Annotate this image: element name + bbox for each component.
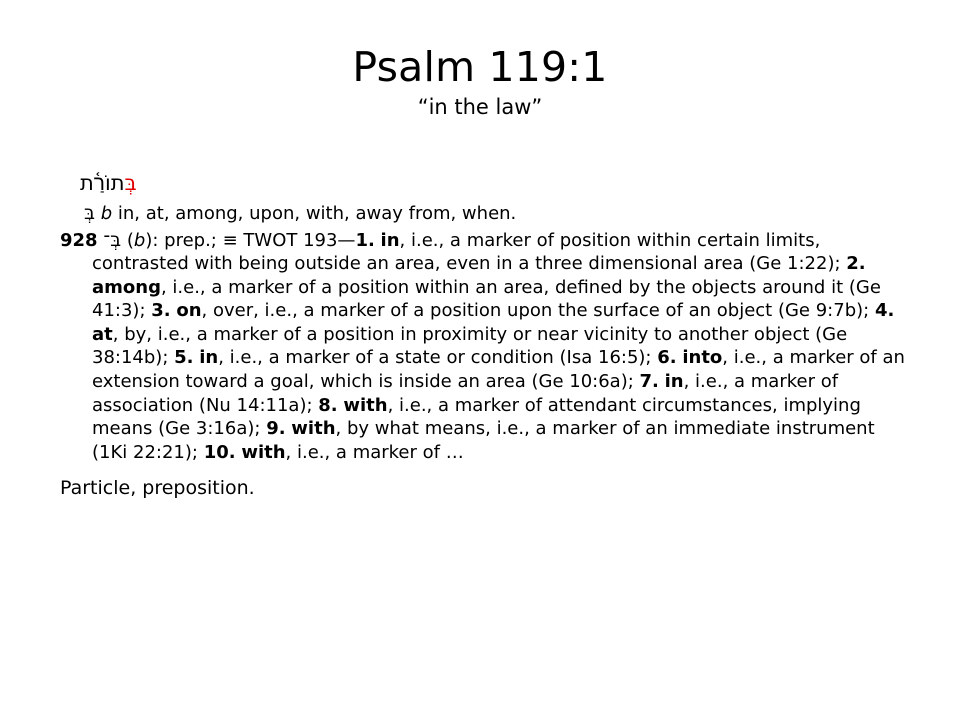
sense-gloss: , over, i.e., a marker of a position upon the surface of an object (Ge 9:7b); — [201, 300, 875, 322]
sense-number: 8. — [318, 394, 338, 416]
short-def-translit: b — [100, 203, 113, 224]
sense-item — [204, 442, 464, 463]
sense-headword: at — [92, 323, 113, 345]
part-of-speech: Particle, preposition. — [60, 477, 255, 500]
sense-number: 2. — [846, 253, 866, 275]
entry-translit: b — [133, 229, 146, 251]
sense-gloss: , i.e., a marker of position within certain limits, contrasted with being outside an area, even in a three dimensional area (Ge 1:22); — [92, 229, 847, 275]
sense-gloss: , i.e., a marker of … — [285, 441, 464, 463]
sense-number: 3. — [151, 300, 171, 322]
sense-headword: in — [664, 371, 684, 393]
sense-gloss: , i.e., a marker of attendant circumstances, implying means (Ge 3:16a); — [92, 394, 861, 440]
sense-item — [151, 300, 875, 321]
sense-gloss: , by what means, i.e., a marker of an immediate instrument (1Ki 22:21); — [92, 418, 875, 463]
short-def-text: in, at, among, upon, with, away from, when. — [112, 203, 517, 224]
sense-gloss: , i.e., a marker of a position within an area, defined by the objects around it (Ge 41:3); — [92, 276, 881, 322]
sense-number: 10. — [203, 441, 236, 463]
hebrew-prefix: בְּ — [124, 171, 137, 195]
sense-number: 4. — [874, 300, 895, 322]
sense-headword: in — [380, 229, 400, 251]
sense-gloss: , by, i.e., a marker of a position in proximity or near vicinity to another object (Ge 38:14b); — [92, 323, 848, 369]
sense-headword: among — [92, 276, 161, 298]
sense-gloss: , i.e., a marker of association (Nu 14:11a); — [92, 371, 839, 416]
lexicon-entry: 928 בְּ־ (b): prep.; ≡ TWOT 193—1. in, i.e., a marker of position within certain limits, contrasted with being outside an area, even in a three dimensional area (Ge 1:22); 2. among, i.e., a marker of a position within an area, defined by the objects around it (Ge 41:3); 3. on, over, i.e., a marker of a position upon the surface of an object (Ge 9:7b); 4. at, by, i.e., a marker of a position in proximity or near vicinity to another object (Ge 38:14b); 5. in, i.e., a marker of a state or condition (Isa 16:5); 6. into, i.e., a marker of an extension toward a goal, which is inside an area (Ge 10:6a); 7. in, i.e., a marker of association (Nu 14:11a); 8. with, i.e., a marker of attendant circumstances, implying means (Ge 3:16a); 9. with, by what means, i.e., a marker of an immediate instrument (1Ki 22:21); 10. with, i.e., a marker of … — [60, 228, 905, 463]
slide-title: Psalm 119:1 — [352, 43, 608, 91]
sense-headword: with — [343, 394, 388, 416]
entry-senses — [92, 230, 905, 463]
sense-number: 6. — [657, 347, 677, 369]
hebrew-rest: תוֹרַ֫ת — [80, 171, 125, 195]
sense-number: 7. — [639, 371, 659, 393]
short-definition — [60, 202, 910, 226]
sense-gloss: , i.e., a marker of an extension toward a goal, which is inside an area (Ge 10:6a); — [92, 347, 905, 393]
sense-headword: in — [199, 347, 219, 369]
sense-number: 1. — [355, 229, 375, 251]
entry-pos: ): prep.; ≡ TWOT 193— — [145, 229, 356, 251]
sense-headword: with — [291, 418, 336, 440]
sense-number: 9. — [266, 418, 286, 440]
slide-subtitle: “in the law” — [417, 95, 543, 119]
entry-hebrew: בְּ־ — [103, 228, 122, 251]
sense-item — [174, 347, 657, 368]
sense-headword: on — [176, 300, 202, 322]
hebrew-word — [60, 170, 910, 198]
sense-gloss: , i.e., a marker of a state or condition (Isa 16:5); — [218, 347, 658, 369]
title-block — [0, 42, 960, 120]
short-def-hebrew: בְּ — [84, 202, 95, 224]
sense-number: 5. — [174, 347, 194, 369]
content-body — [60, 170, 910, 500]
sense-headword: with — [241, 441, 286, 463]
entry-number: 928 — [60, 229, 98, 251]
sense-headword: into — [682, 347, 723, 369]
